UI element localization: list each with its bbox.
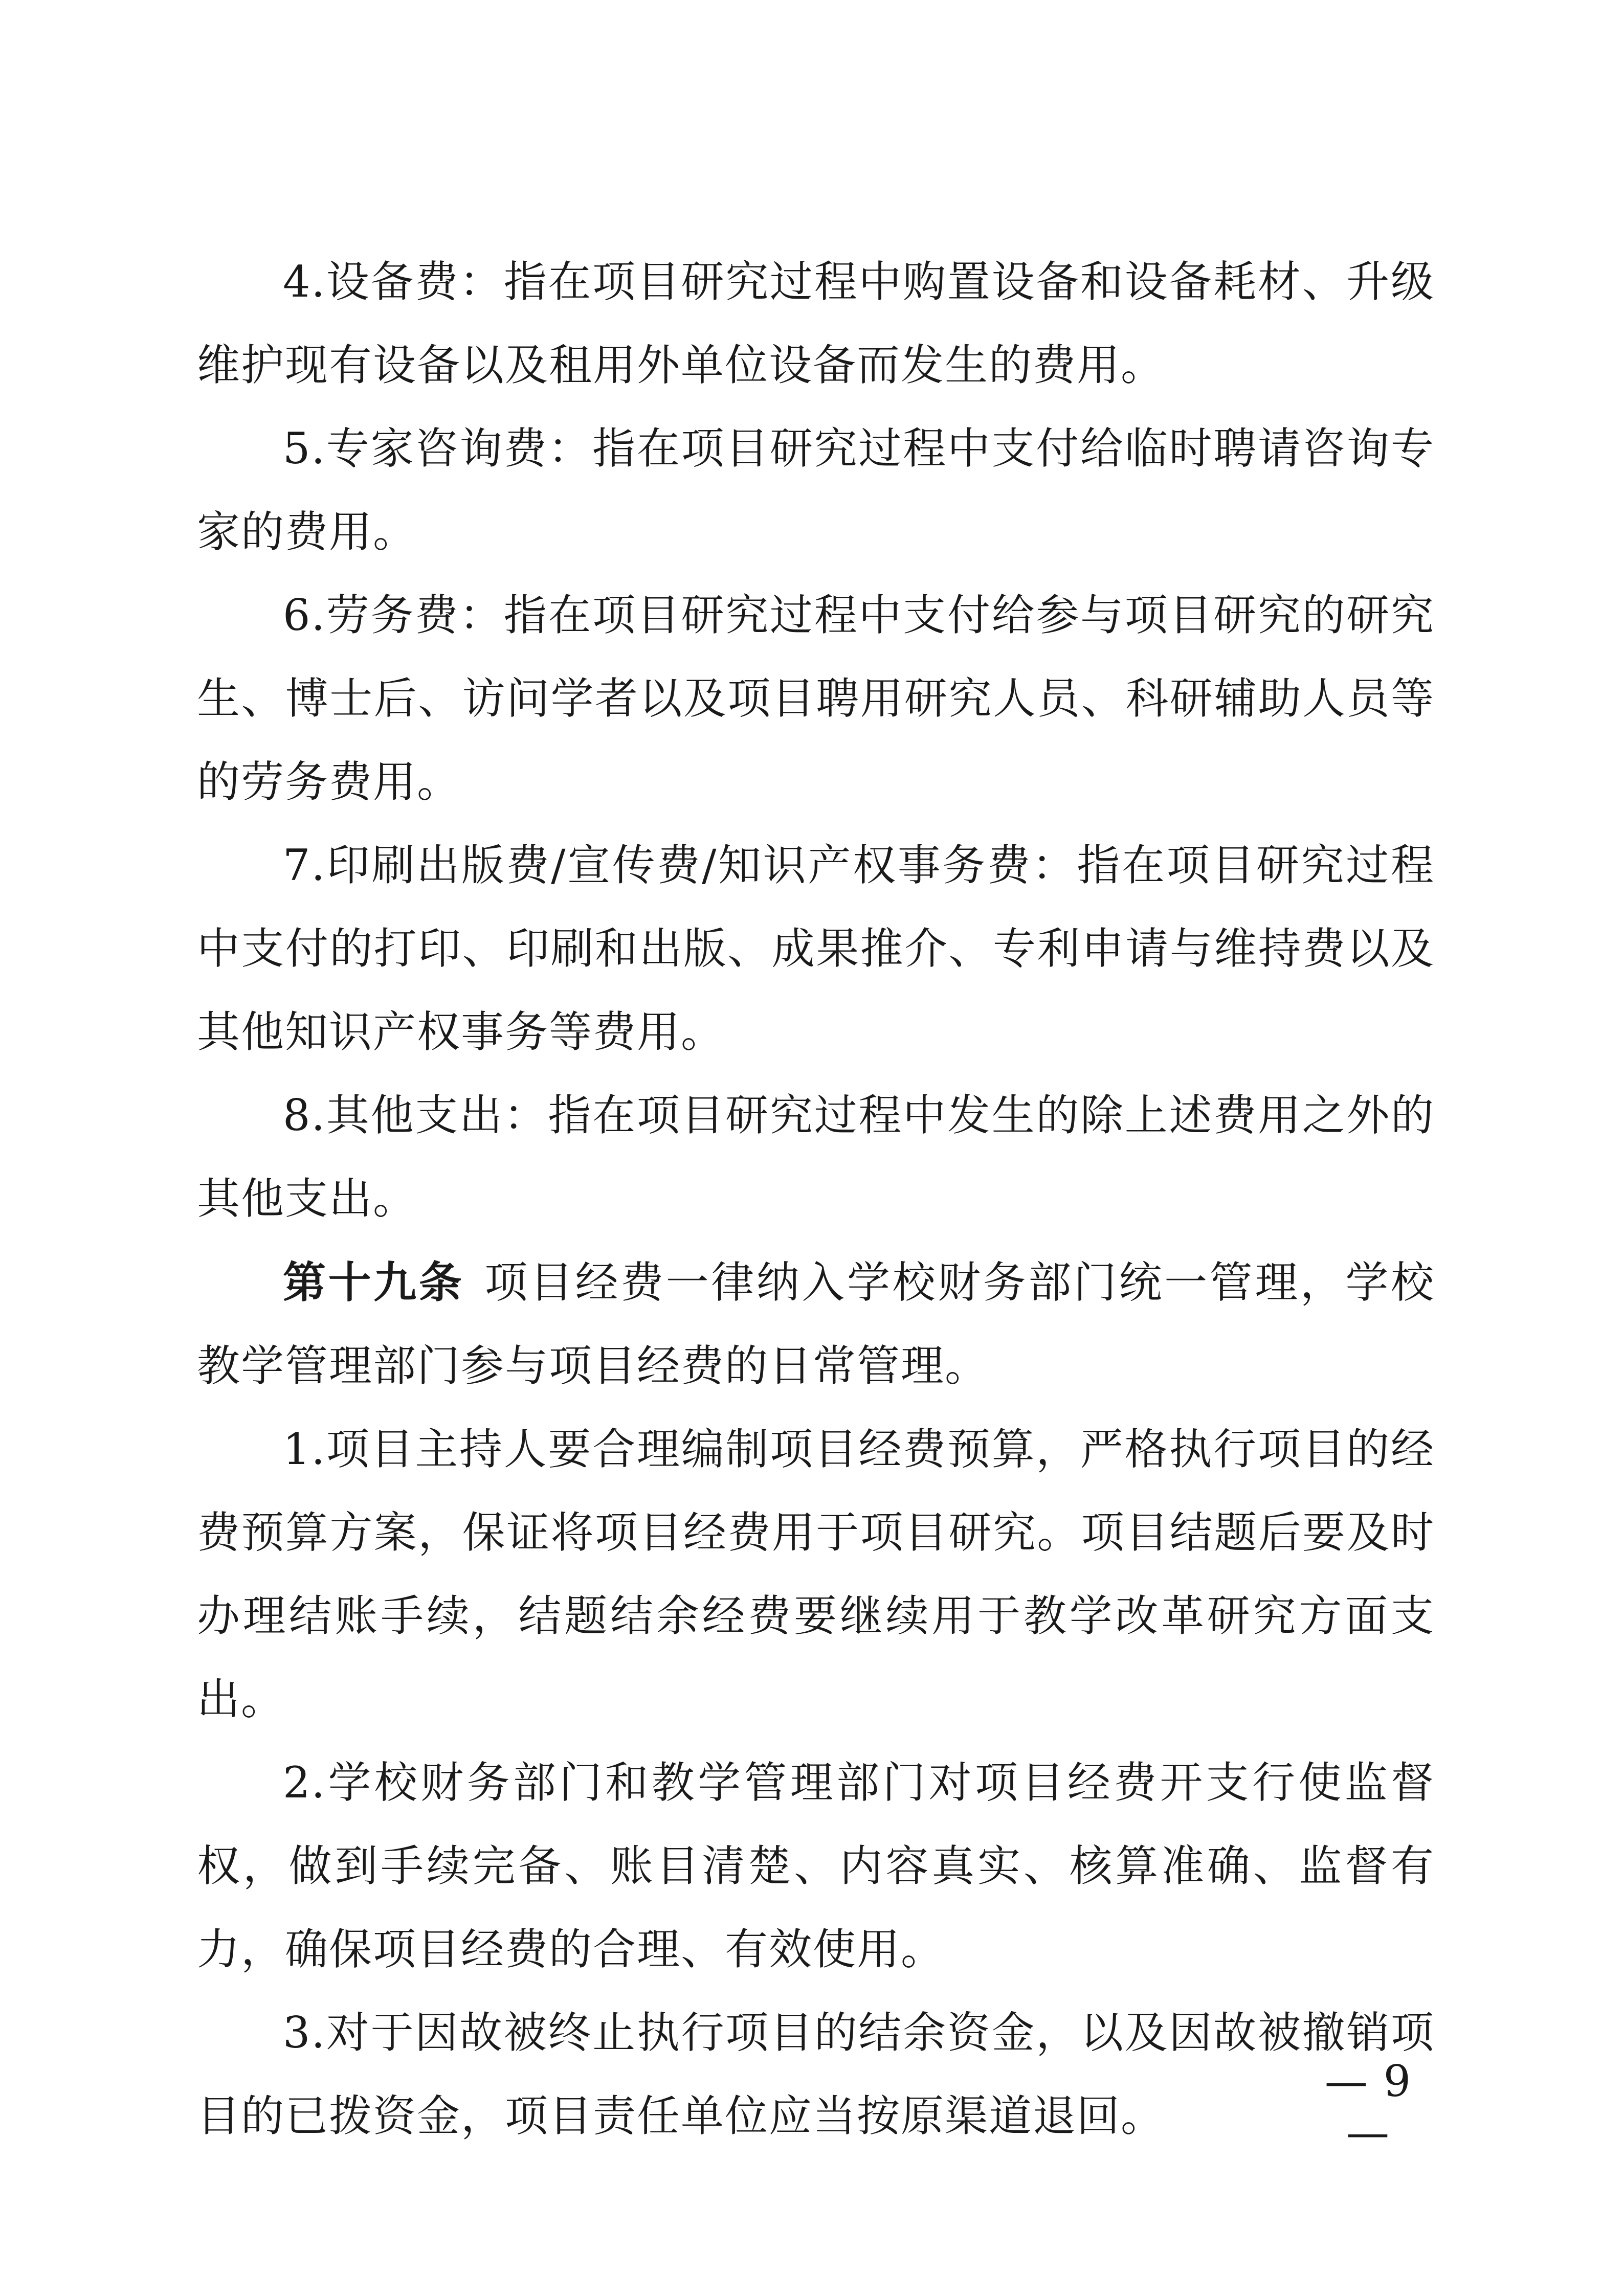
article-heading: 第十九条 [283,1257,464,1308]
paragraph-fund-return [197,1991,1435,2158]
paragraph-text: 8.其他支出：指在项目研究过程中发生的除上述费用之外的其他支出。 [197,1090,1435,1224]
paragraph-text: 5.专家咨询费：指在项目研究过程中支付给临时聘请咨询专家的费用。 [197,423,1435,557]
paragraph-labor-fee [197,574,1435,824]
paragraph-text: 1.项目主持人要合理编制项目经费预算，严格执行项目的经费预算方案，保证将项目经费用于项目研究。项目结题后要及时办理结账手续，结题结余经费要继续用于教学改革研究方面支出。 [197,1424,1435,1724]
paragraph-other-expenses [197,1074,1435,1241]
page-number: — 9 — [1324,2056,1412,2157]
paragraph-text: 7.印刷出版费/宣传费/知识产权事务费：指在项目研究过程中支付的打印、印刷和出版、成果推介、专利申请与维持费以及其他知识产权事务等费用。 [197,840,1435,1057]
paragraph-printing-publishing-fee [197,824,1435,1074]
paragraph-text: 4.设备费：指在项目研究过程中购置设备和设备耗材、升级维护现有设备以及租用外单位设备而发生的费用。 [197,257,1435,390]
document-page [197,240,1435,2158]
paragraph-text: 项目经费一律纳入学校财务部门统一管理，学校教学管理部门参与项目经费的日常管理。 [197,1257,1435,1391]
paragraph-text: 3.对于因故被终止执行项目的结余资金，以及因故被撤销项目的已拨资金，项目责任单位应当按原渠道退回。 [197,2008,1435,2141]
paragraph-expert-consulting-fee [197,407,1435,574]
paragraph-text: 2.学校财务部门和教学管理部门对项目经费开支行使监督权，做到手续完备、账目清楚、内容真实、核算准确、监督有力，确保项目经费的合理、有效使用。 [197,1758,1435,1974]
paragraph-text: 6.劳务费：指在项目研究过程中支付给参与项目研究的研究生、博士后、访问学者以及项目聘用研究人员、科研辅助人员等的劳务费用。 [197,590,1435,807]
paragraph-article-19 [197,1241,1435,1408]
paragraph-budget-compilation [197,1408,1435,1741]
paragraph-supervision [197,1741,1435,1991]
paragraph-equipment-fee [197,240,1435,407]
